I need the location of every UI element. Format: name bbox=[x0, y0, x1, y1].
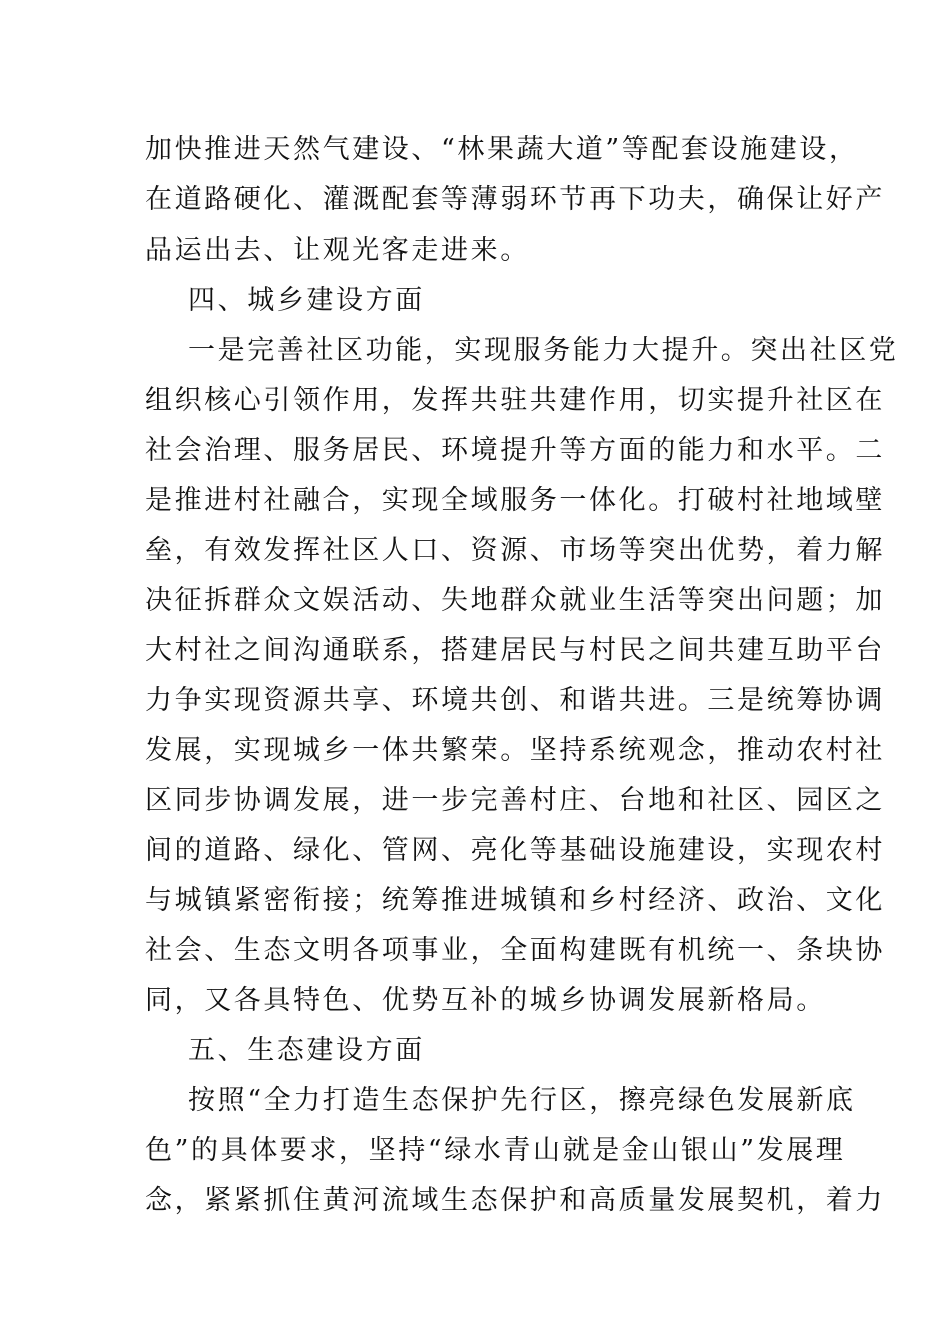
text-line: 发展，实现城乡一体共繁荣。坚持系统观念，推动农村社 bbox=[145, 735, 885, 766]
text-line: 同，又各具特色、优势互补的城乡协调发展新格局。 bbox=[145, 985, 826, 1016]
section-heading: 五、生态建设方面 bbox=[188, 1035, 425, 1066]
text-line: 一是完善社区功能，实现服务能力大提升。突出社区党 bbox=[188, 335, 899, 366]
text-line: 与城镇紧密衔接；统筹推进城镇和乡村经济、政治、文化 bbox=[145, 885, 885, 916]
text-line: 决征拆群众文娱活动、失地群众就业生活等突出问题；加 bbox=[145, 585, 885, 616]
section-heading: 四、城乡建设方面 bbox=[188, 285, 425, 316]
text-line: 是推进村社融合，实现全域服务一体化。打破村社地域壁 bbox=[145, 485, 885, 516]
text-line: 品运出去、让观光客走进来。 bbox=[145, 235, 530, 266]
text-line: 力争实现资源共享、环境共创、和谐共进。三是统筹协调 bbox=[145, 685, 885, 716]
text-line: 按照“全力打造生态保护先行区，擦亮绿色发展新底 bbox=[188, 1085, 856, 1116]
text-line: 色”的具体要求，坚持“绿水青山就是金山银山”发展理 bbox=[145, 1135, 846, 1166]
text-line: 念，紧紧抓住黄河流域生态保护和高质量发展契机，着力 bbox=[145, 1185, 885, 1216]
text-line: 加快推进天然气建设、“林果蔬大道”等配套设施建设， bbox=[145, 134, 859, 165]
text-line: 垒，有效发挥社区人口、资源、市场等突出优势，着力解 bbox=[145, 535, 885, 566]
text-line: 在道路硬化、灌溉配套等薄弱环节再下功夫，确保让好产 bbox=[145, 184, 885, 215]
text-line: 大村社之间沟通联系，搭建居民与村民之间共建互助平台 bbox=[145, 635, 885, 666]
text-line: 社会治理、服务居民、环境提升等方面的能力和水平。二 bbox=[145, 435, 885, 466]
text-line: 区同步协调发展，进一步完善村庄、台地和社区、园区之 bbox=[145, 785, 885, 816]
text-line: 社会、生态文明各项事业，全面构建既有机统一、条块协 bbox=[145, 935, 885, 966]
text-line: 间的道路、绿化、管网、亮化等基础设施建设，实现农村 bbox=[145, 835, 885, 866]
text-line: 组织核心引领作用，发挥共驻共建作用，切实提升社区在 bbox=[145, 385, 885, 416]
